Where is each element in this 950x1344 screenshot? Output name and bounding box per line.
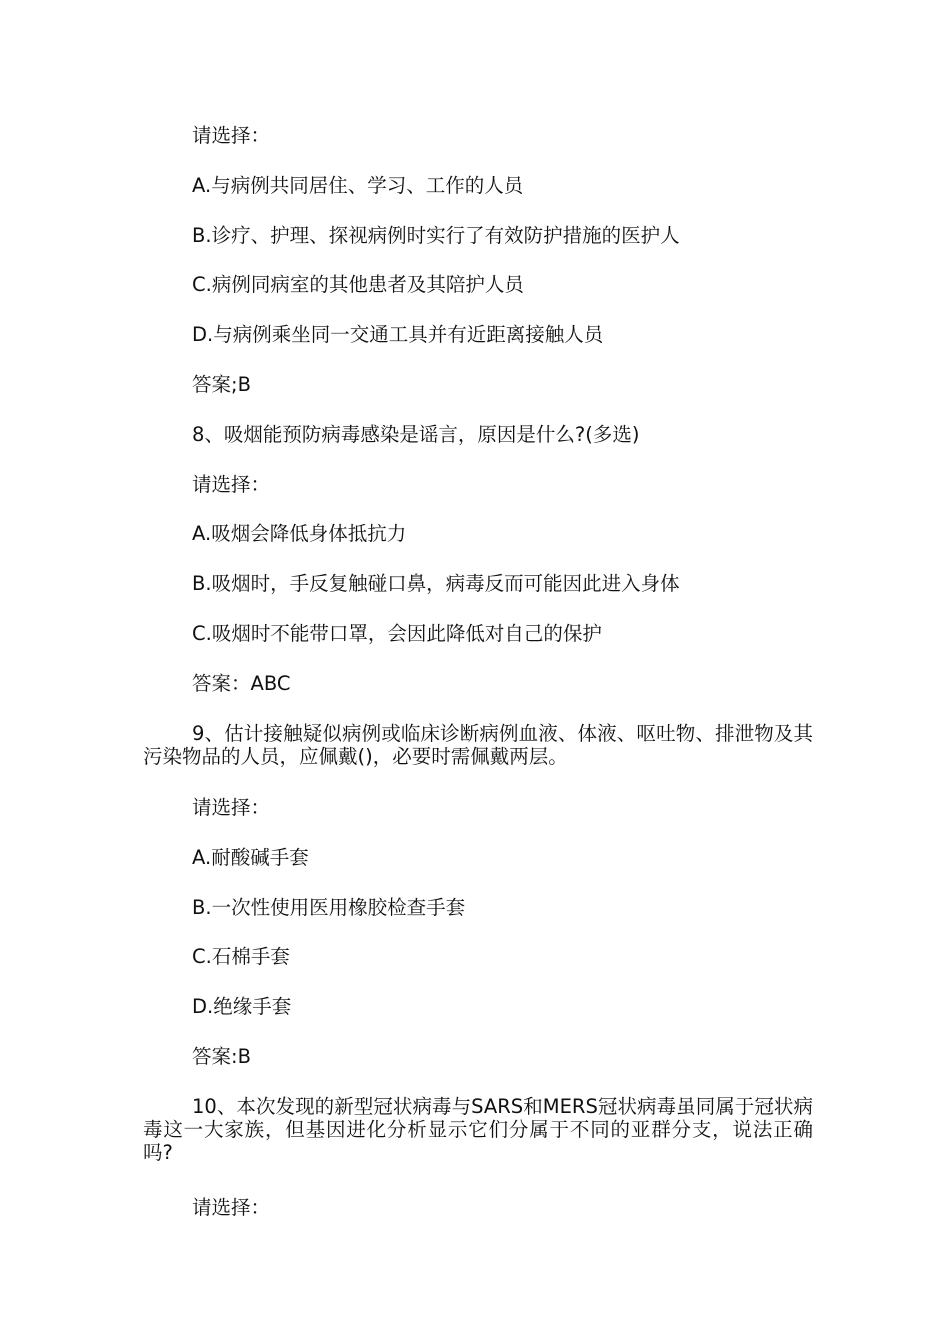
- question-8: 8、吸烟能预防病毒感染是谣言，原因是什么?(多选): [192, 423, 640, 446]
- answer: 答案：ABC: [192, 672, 291, 695]
- option-a: A.与病例共同居住、学习、工作的人员: [192, 174, 524, 197]
- option-c: C.吸烟时不能带口罩，会因此降低对自己的保护: [192, 622, 602, 645]
- prompt-label: 请选择：: [192, 473, 271, 496]
- answer: 答案:B: [192, 1045, 251, 1068]
- prompt-label: 请选择：: [192, 124, 271, 147]
- option-c: C.石棉手套: [192, 945, 290, 968]
- option-b: B.一次性使用医用橡胶检查手套: [192, 896, 466, 919]
- answer: 答案;B: [192, 373, 251, 396]
- question-10: 10、本次发现的新型冠状病毒与SARS和MERS冠状病毒虽同属于冠状病毒这一大家族，但基因进化分析显示它们分属于不同的亚群分支，说法正确吗?: [143, 1095, 813, 1164]
- option-b: B.诊疗、护理、探视病例时实行了有效防护措施的医护人: [192, 224, 680, 247]
- option-a: A.吸烟会降低身体抵抗力: [192, 522, 407, 545]
- option-d: D.绝缘手套: [192, 995, 292, 1018]
- option-c: C.病例同病室的其他患者及其陪护人员: [192, 273, 524, 296]
- option-d: D.与病例乘坐同一交通工具并有近距离接触人员: [192, 323, 604, 346]
- option-a: A.耐酸碱手套: [192, 846, 309, 869]
- question-9: 9、估计接触疑似病例或临床诊断病例血液、体液、呕吐物、排泄物及其污染物品的人员，应佩戴()，必要时需佩戴两层。: [143, 722, 813, 768]
- prompt-label: 请选择：: [192, 796, 271, 819]
- option-b: B.吸烟时，手反复触碰口鼻，病毒反而可能因此进入身体: [192, 572, 680, 595]
- prompt-label: 请选择：: [192, 1196, 271, 1219]
